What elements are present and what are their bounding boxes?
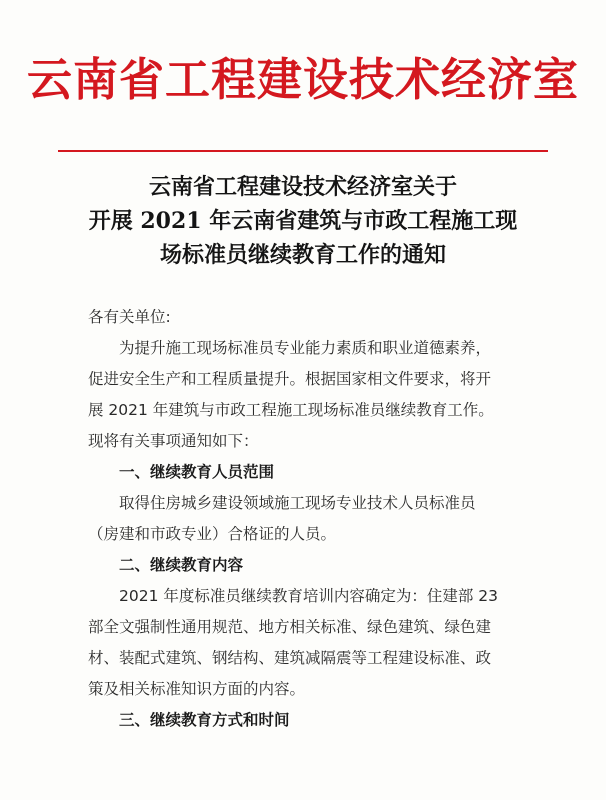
red-divider-rule: [58, 150, 548, 152]
section-heading: 一、继续教育人员范围: [119, 463, 275, 481]
intro-line: 现将有关事项通知如下：: [88, 432, 259, 450]
section-heading: 三、继续教育方式和时间: [119, 711, 290, 729]
notice-body: [88, 302, 538, 736]
salutation: 各有关单位:: [88, 308, 171, 326]
section-line: 策及相关标准知识方面的内容。: [88, 680, 306, 698]
section-line: 取得住房城乡建设领域施工现场专业技术人员标准员: [119, 494, 476, 512]
section-line: 部全文强制性通用规范、地方相关标准、绿色建筑、绿色建: [88, 618, 492, 636]
section-heading: 二、继续教育内容: [119, 556, 244, 574]
title-line: 云南省工程建设技术经济室关于: [148, 174, 457, 200]
masthead-title: 云南省工程建设技术经济室: [26, 53, 579, 106]
section-line: 材、装配式建筑、钢结构、建筑减隔震等工程建设标准、政: [88, 649, 492, 667]
intro-line: 为提升施工现场标准员专业能力素质和职业道德素养，: [119, 339, 492, 357]
section-line: （房建和市政专业）合格证的人员。: [88, 525, 337, 543]
intro-line: 促进安全生产和工程质量提升。根据国家相文件要求，将开: [88, 370, 492, 388]
intro-line: 展 2021 年建筑与市政工程施工现场标准员继续教育工作。: [88, 401, 494, 419]
section-line: 2021 年度标准员继续教育培训内容确定为：住建部 23: [119, 587, 499, 605]
title-line: 场标准员继续教育工作的通知: [159, 242, 446, 268]
document-title: [0, 170, 606, 272]
title-line: 开展 2021 年云南省建筑与市政工程施工现: [88, 208, 518, 234]
